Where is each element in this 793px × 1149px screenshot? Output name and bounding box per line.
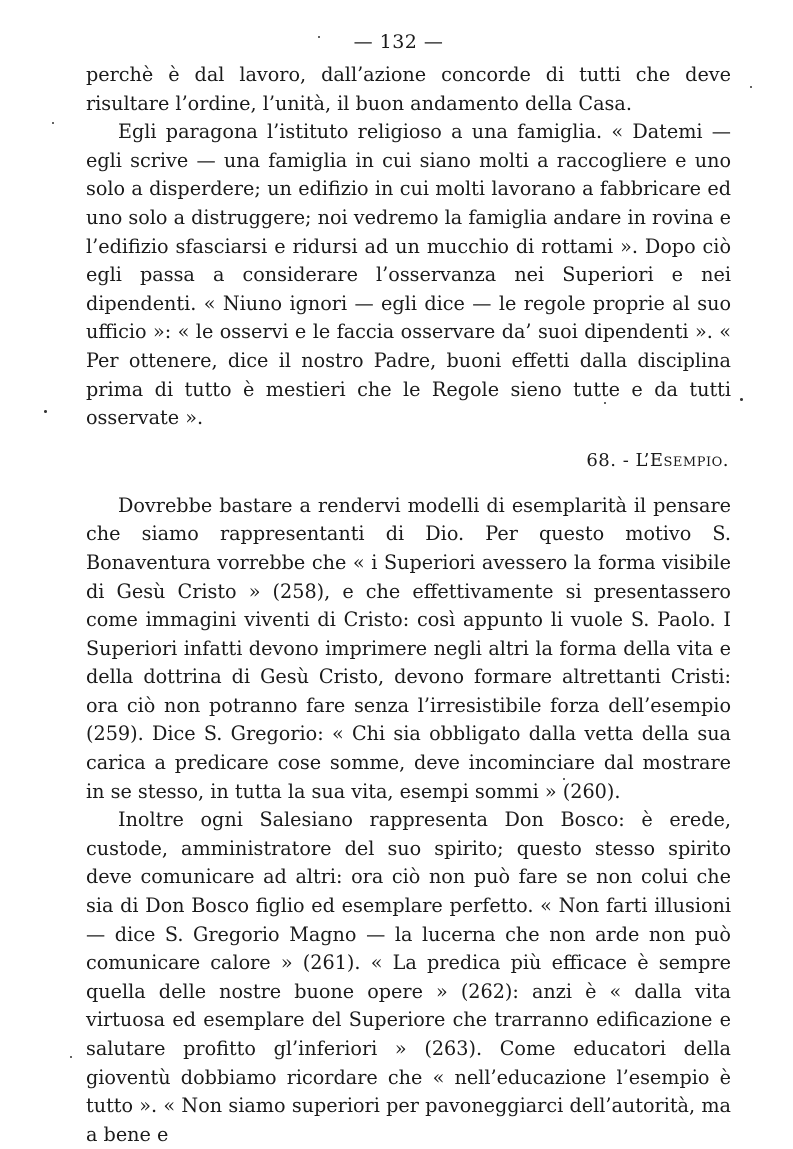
scan-speck: [604, 402, 606, 404]
page-body: [86, 30, 731, 1149]
scan-speck: [563, 778, 565, 780]
section-title: L’Esempio.: [635, 449, 729, 471]
paragraph-1: perchè è dal lavoro, dall’azione concorde di tutti che deve risultare l’ordine, l’unità, il buon andamento della Casa.: [86, 63, 731, 115]
section-heading: [86, 447, 731, 475]
paragraph-4: Inoltre ogni Salesiano rappresenta Don Bosco: è erede, custode, amministratore del suo spirito; questo stesso spirito deve comunicare ad altri: ora ciò non può fare se non colui che sia di Don Bosco figlio ed esemplare perfetto. « Non farti illusioni — dice S. Gregorio Magno — la lucerna che non arde non può comunicare calore » (261). « La predica più efficace è sempre quella delle nostre buone opere » (262): anzi è « dalla vita virtuosa ed esemplare del Superiore che trarranno edificazione e salutare profitto gl’inferiori » (263). Come educatori della gioventù dobbiamo ricordare che « nell’educazione l’esempio è tutto ». « Non siamo superiori per pavoneggiarci dell’autorità, ma a bene e: [86, 808, 731, 1146]
paragraph-2: Egli paragona l’istituto religioso a una famiglia. « Datemi — egli scrive — una famiglia in cui siano molti a raccogliere e uno solo a disperdere; un edifizio in cui molti lavorano a fabbricare ed uno solo a distruggere; noi vedremo la famiglia andare in rovina e l’edifizio sfasciarsi e ridursi ad un mucchio di rottami ». Dopo ciò egli passa a considerare l’osservanza nei Superiori e nei dipendenti. « Niuno ignori — egli dice — le regole proprie al suo ufficio »: « le osservi e le faccia osservare da’ suoi dipendenti ». « Per ottenere, dice il nostro Padre, buoni effetti dalla disciplina prima di tutto è mestieri che le Regole sieno tutte e da tutti osservate ».: [86, 120, 731, 430]
scan-speck: [740, 398, 743, 401]
scan-speck: [318, 36, 320, 38]
scan-speck: [44, 410, 47, 413]
scan-speck: [52, 122, 54, 124]
page-number: — 132 —: [353, 31, 444, 53]
scan-speck: [750, 86, 752, 88]
scan-speck: [70, 1056, 72, 1058]
section-number: 68. -: [586, 449, 630, 471]
paragraph-3: Dovrebbe bastare a rendervi modelli di esemplarità il pensare che siamo rappresentanti di Dio. Per questo motivo S. Bonaventura vorrebbe che « i Superiori avessero la forma visibile di Gesù Cristo » (258), e che effettivamente si presentassero come immagini viventi di Cristo: così appunto li vuole S. Paolo. I Superiori infatti devono imprimere negli altri la forma della vita e della dottrina di Gesù Cristo, devono formare altrettanti Cristi: ora ciò non potranno fare senza l’irresistibile forza dell’esempio (259). Dice S. Gregorio: « Chi sia obbligato dalla vetta della sua carica a predicare cose somme, deve incominciare dal mostrare in se stesso, in tutta la sua vita, esempi sommi » (260).: [86, 493, 731, 803]
